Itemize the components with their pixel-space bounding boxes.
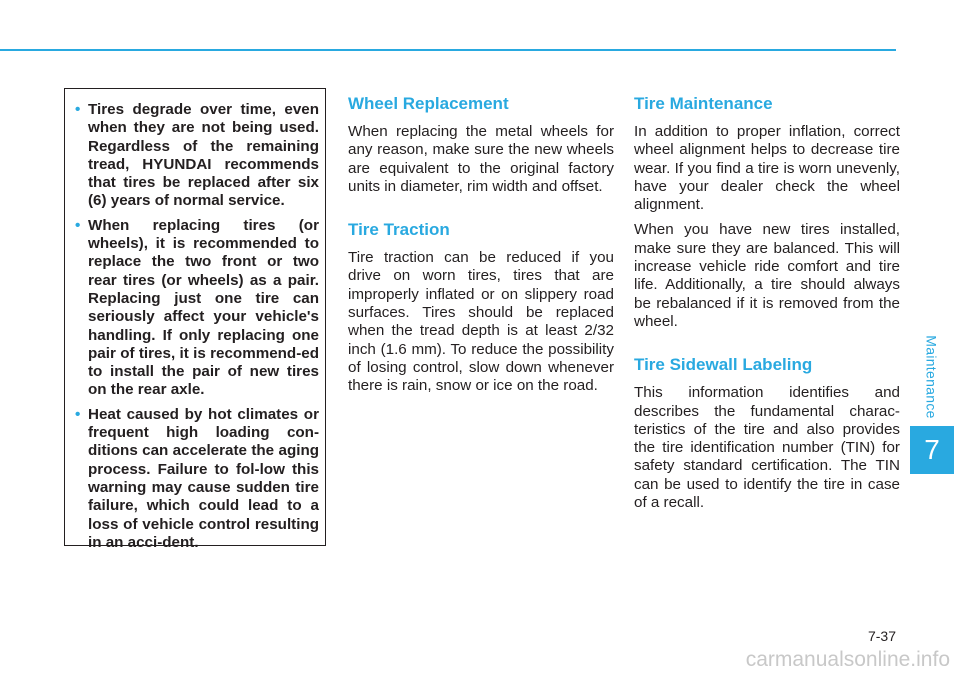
section-body-tire-traction: Tire traction can be reduced if you drive on worn tires, tires that are improperly inflated or on slippery road surfaces. Tires should be replaced when the tread depth is at least 2/32 inch (1.6 mm). To reduce the possibility of losing control, slow down whenever there is rain, snow or ice on the road. xyxy=(348,249,614,395)
warning-box xyxy=(64,88,326,551)
warning-list xyxy=(75,101,319,552)
section-body-tire-maintenance-1: In addition to proper inflation, correct wheel alignment helps to decrease tire wear. If you find a tire is worn unevenly, have your dealer check the wheel alignment. xyxy=(634,123,900,214)
warning-item: • Heat caused by hot climates or frequent high loading con-ditions can accelerate the aging process. Failure to fol-low this warning may cause sudden tire failure, which could lead to a loss of vehicle control resulting in an acci-dent. xyxy=(75,405,319,551)
section-body-wheel-replacement: When replacing the metal wheels for any reason, make sure the new wheels are equivalent to the original factory units in diameter, rim width and offset. xyxy=(348,123,614,195)
warning-item: • When replacing tires (or wheels), it is recommended to replace the two front or two rear tires (or wheels) as a pair. Replacing just one tire can seriously affect your vehicle's handling. If only replacing one pair of tires, it is recommend-ed to install the pair of new tires on the rear axle. xyxy=(75,216,319,399)
bullet-icon: • xyxy=(75,405,81,423)
header-rule xyxy=(0,49,896,51)
warning-item: • Tires degrade over time, even when they are not being used. Regardless of the remaining tread, HYUNDAI recommends that tires be replaced after six (6) years of normal service. xyxy=(75,101,319,210)
section-title-tire-maintenance: Tire Maintenance xyxy=(634,94,773,113)
chapter-tab-number: 7 xyxy=(910,426,954,474)
column-2 xyxy=(634,94,900,519)
section-title-sidewall-labeling: Tire Sidewall Labeling xyxy=(634,355,813,375)
chapter-tab-label: Maintenance xyxy=(910,334,954,420)
column-1 xyxy=(348,94,614,403)
bullet-icon: • xyxy=(75,216,81,234)
section-body-sidewall-labeling: This information identifies and describes the fundamental charac-teristics of the tire and also provides the tire identification number (TIN) for safety standard certification. The TIN can be used to identify the tire in case of a recall. xyxy=(634,384,900,512)
section-body-tire-maintenance-2: When you have new tires installed, make sure they are balanced. This will increase vehicle ride comfort and tire life. Additionally, a tire should always be rebalanced if it is removed from the wheel. xyxy=(634,221,900,330)
watermark: carmanualsonline.info xyxy=(745,648,950,671)
page-number: 7-37 xyxy=(867,628,896,644)
section-title-tire-traction: Tire Traction xyxy=(348,220,450,240)
bullet-icon: • xyxy=(75,101,81,118)
section-title-wheel-replacement: Wheel Replacement xyxy=(348,94,509,113)
